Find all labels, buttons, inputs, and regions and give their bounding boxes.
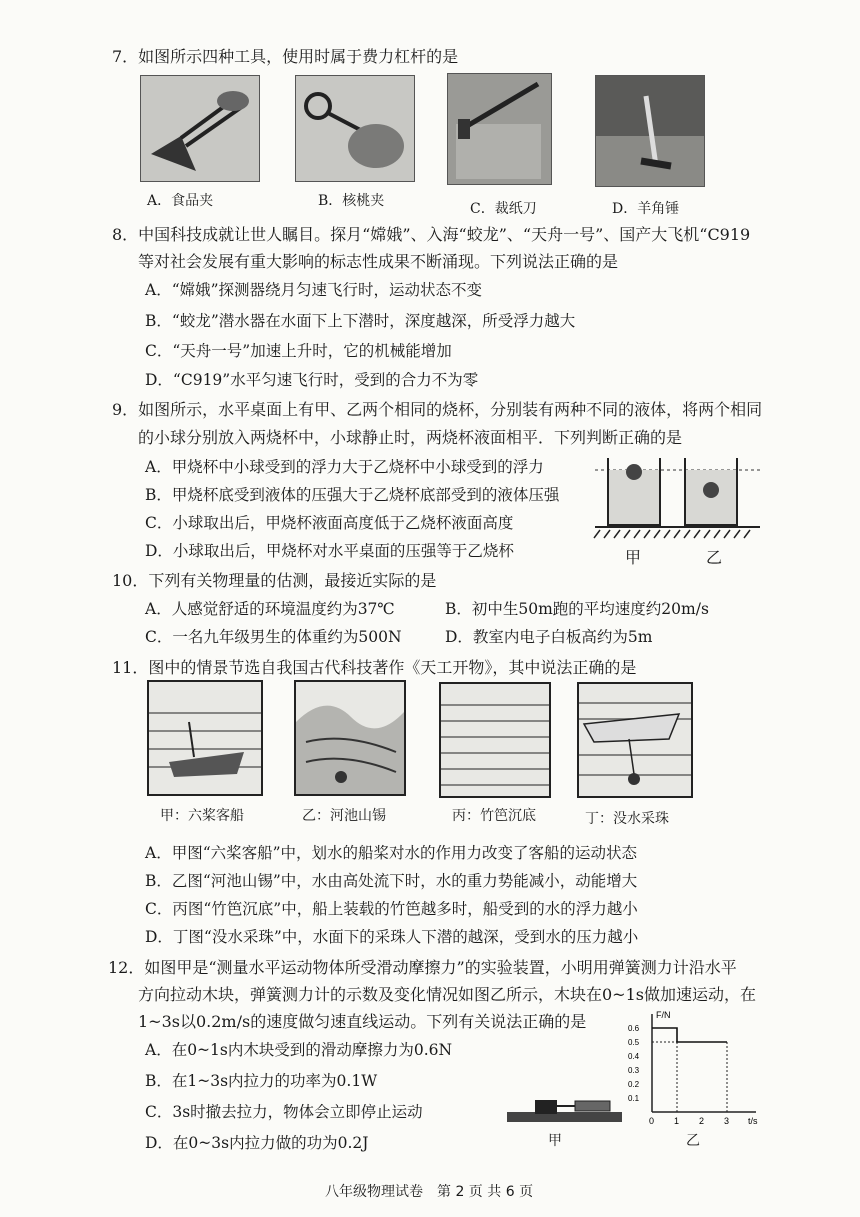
q12-apparatus-figure — [505, 1090, 625, 1130]
y-tick-label: 0.2 — [628, 1080, 640, 1089]
q11-image-bing-bamboo-sink — [439, 682, 551, 798]
q10-option-b: B．初中生50m跑的平均速度约20m/s — [445, 600, 709, 618]
x-tick-label: 0 — [649, 1116, 655, 1126]
q7-image-nutcracker — [295, 75, 415, 182]
q8-option-d: D．“C919”水平匀速飞行时，受到的合力不为零 — [145, 371, 479, 389]
q11-image-yi-river-tin — [294, 680, 406, 796]
q7-caption-c: C．裁纸刀 — [470, 201, 537, 217]
q12-option-b: B．在1~3s内拉力的功率为0.1W — [145, 1072, 378, 1090]
x-tick-label: 3 — [724, 1116, 730, 1126]
q11-option-b: B．乙图“河池山锡”中，水由高处流下时，水的重力势能减小，动能增大 — [145, 872, 638, 890]
force-series-line — [652, 1028, 727, 1042]
q9-option-d: D．小球取出后，甲烧杯对水平桌面的压强等于乙烧杯 — [145, 542, 514, 560]
q9-option-a: A．甲烧杯中小球受到的浮力大于乙烧杯中小球受到的浮力 — [145, 458, 544, 476]
q11-option-d: D．丁图“没水采珠”中，水面下的采珠人下潜的越深，受到水的压力越小 — [145, 928, 639, 946]
q11-image-ding-pearl-diving — [577, 682, 693, 798]
q12-option-a: A．在0~1s内木块受到的滑动摩擦力为0.6N — [145, 1041, 453, 1059]
x-axis-label: t/s — [748, 1116, 758, 1126]
q9-label-yi: 乙 — [706, 548, 723, 567]
q8-stem-line1: 8．中国科技成就让世人瞩目。探月“嫦娥”、入海“蛟龙”、“天舟一号”、国产大飞机“C919 — [112, 225, 751, 244]
q10-stem: 10．下列有关物理量的估测，最接近实际的是 — [112, 571, 437, 590]
q12-stem-line1: 12．如图甲是“测量水平运动物体所受滑动摩擦力”的实验装置，小明用弹簧测力计沿水平 — [108, 958, 737, 977]
q12-option-d: D．在0~3s内拉力做的功为0.2J — [145, 1134, 369, 1152]
q11-caption-bing: 丙：竹笆沉底 — [452, 808, 536, 824]
q7-image-paper-cutter — [447, 73, 552, 185]
q7-stem: 7．如图所示四种工具，使用时属于费力杠杆的是 — [112, 47, 459, 66]
q9-label-jia: 甲 — [625, 548, 642, 567]
q12-label-yi: 乙 — [686, 1133, 700, 1149]
y-axis-label: F/N — [656, 1010, 671, 1020]
q12-stem-line3: 1~3s以0.2m/s的速度做匀速直线运动。下列有关说法正确的是 — [138, 1012, 587, 1031]
q8-stem-line2: 等对社会发展有重大影响的标志性成果不断涌现。下列说法正确的是 — [138, 252, 619, 271]
q7-caption-d: D．羊角锤 — [612, 201, 680, 217]
q11-option-a: A．甲图“六桨客船”中，划水的船桨对水的作用力改变了客船的运动状态 — [145, 844, 638, 862]
q9-option-c: C．小球取出后，甲烧杯液面高度低于乙烧杯液面高度 — [145, 514, 514, 532]
q7-image-claw-hammer — [595, 75, 705, 187]
q11-caption-yi: 乙：河池山锡 — [302, 808, 386, 824]
q7-caption-a: A．食品夹 — [147, 193, 214, 209]
q9-beakers-figure — [590, 450, 765, 545]
q11-stem: 11．图中的情景节选自我国古代科技著作《天工开物》，其中说法正确的是 — [112, 658, 637, 677]
q8-option-c: C．“天舟一号”加速上升时，它的机械能增加 — [145, 342, 452, 360]
y-tick-label: 0.5 — [628, 1038, 640, 1047]
y-tick-label: 0.6 — [628, 1024, 640, 1033]
q12-option-c: C．3s时撤去拉力，物体会立即停止运动 — [145, 1103, 423, 1121]
q11-image-jia-six-oar-boat — [147, 680, 263, 796]
q12-label-jia: 甲 — [548, 1133, 562, 1149]
q12-force-time-chart — [626, 1008, 760, 1126]
q11-caption-ding: 丁：没水采珠 — [585, 811, 669, 827]
q9-stem-line2: 的小球分别放入两烧杯中，小球静止时，两烧杯液面相平．下列判断正确的是 — [138, 428, 683, 447]
q8-option-a: A．“嫦娥”探测器绕月匀速飞行时，运动状态不变 — [145, 281, 483, 299]
q9-stem-line1: 9．如图所示，水平桌面上有甲、乙两个相同的烧杯，分别装有两种不同的液体，将两个相同 — [112, 400, 763, 419]
q10-option-d: D．教室内电子白板高约为5m — [445, 628, 653, 646]
q10-option-c: C．一名九年级男生的体重约为500N — [145, 628, 402, 646]
page-footer: 八年级物理试卷 第 2 页 共 6 页 — [325, 1184, 534, 1200]
y-tick-label: 0.3 — [628, 1066, 640, 1075]
q11-caption-jia: 甲：六桨客船 — [160, 808, 244, 824]
q10-option-a: A．人感觉舒适的环境温度约为37℃ — [145, 600, 395, 618]
y-tick-label: 0.4 — [628, 1052, 640, 1061]
y-tick-label: 0.1 — [628, 1094, 640, 1103]
q11-option-c: C．丙图“竹笆沉底”中，船上装载的竹笆越多时，船受到的水的浮力越小 — [145, 900, 638, 918]
x-tick-label: 2 — [699, 1116, 705, 1126]
q9-option-b: B．甲烧杯底受到液体的压强大于乙烧杯底部受到的液体压强 — [145, 486, 560, 504]
x-tick-label: 1 — [674, 1116, 680, 1126]
q7-image-food-tongs — [140, 75, 260, 182]
q7-caption-b: B．核桃夹 — [318, 193, 385, 209]
q12-stem-line2: 方向拉动木块，弹簧测力计的示数及变化情况如图乙所示，木块在0~1s做加速运动，在 — [138, 985, 756, 1004]
q8-option-b: B．“蛟龙”潜水器在水面下上下潜时，深度越深，所受浮力越大 — [145, 312, 576, 330]
